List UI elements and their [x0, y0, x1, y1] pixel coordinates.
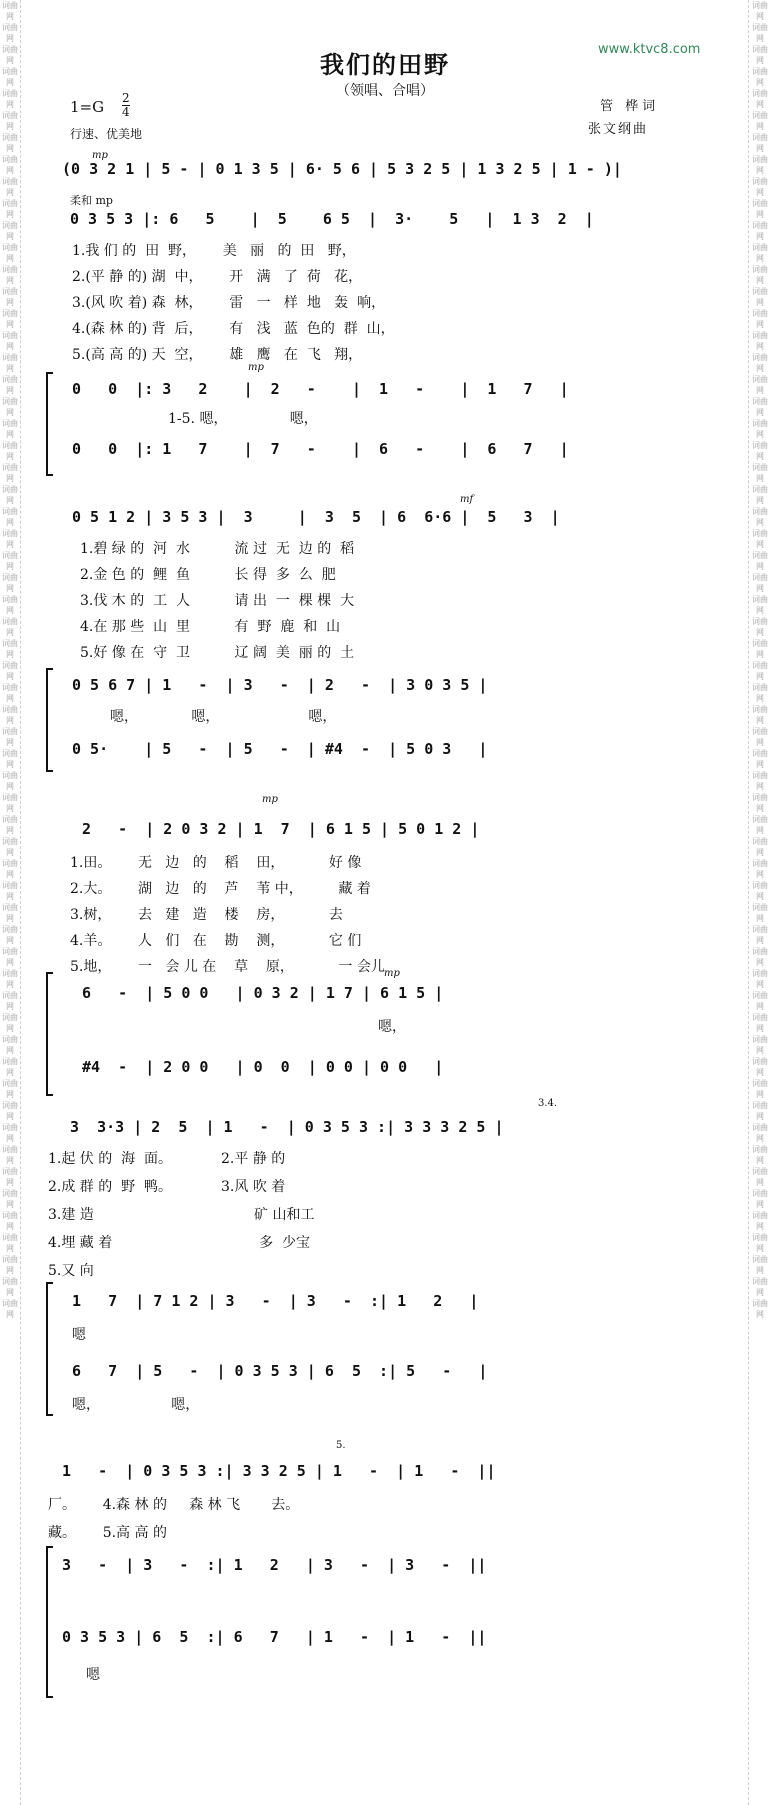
s2-part2-lyric: 嗯， 嗯， 嗯，	[110, 709, 337, 725]
time-top: 2	[122, 91, 130, 105]
composer: 张文纲曲	[588, 122, 649, 137]
s1-choir-bracket	[46, 372, 53, 476]
lyricist: 管 桦词	[600, 99, 660, 114]
s4-choir-bracket	[46, 1282, 53, 1416]
s3-part2: 6 - | 5 0 0 | 0 3 2 | 1 7 | 6 1 5 |	[82, 984, 444, 1002]
time-bottom: 4	[122, 105, 130, 119]
s3-part2-lyric: 嗯，	[378, 1019, 406, 1035]
s5-melody: 1 - | 0 3 5 3 :| 3 3 2 5 | 1 - | 1 - ||	[62, 1462, 496, 1480]
s2-lyric-2: 2.金 色 的 鲤 鱼 长 得 多 么 肥	[80, 567, 336, 583]
s1-part3: 0 0 |: 1 7 | 7 - | 6 - | 6 7 |	[72, 440, 569, 458]
s2-lyric-4: 4.在 那 些 山 里 有 野 鹿 和 山	[80, 619, 341, 635]
intro-line: (0 3 2 1 | 5 - | 0 1 3 5 | 6· 5 6 | 5 3 2 5 | 1 3 2 5 | 1 - )|	[62, 160, 622, 178]
margin-line-right	[748, 0, 749, 1805]
s3-lyric-4: 4.羊。 人 们 在 勘 测， 它 们	[70, 933, 362, 949]
s2-part3: 0 5· | 5 - | 5 - | #4 - | 5 0 3 |	[72, 740, 488, 758]
s4-ending-label: 3.4.	[538, 1098, 558, 1109]
s1-part2: 0 0 |: 3 2 | 2 - | 1 - | 1 7 |	[72, 380, 569, 398]
s2-dynamic: mf	[460, 494, 474, 505]
s4-lyric-1: 1.起 伏 的 海 面。 2.平 静 的	[48, 1151, 286, 1167]
s5-choir-bracket	[46, 1546, 53, 1698]
s5-lyric-1: 厂。 4.森 林 的 森 林 飞 去。	[48, 1497, 300, 1513]
time-signature	[122, 92, 130, 119]
s1-part2-lyric: 1-5. 嗯， 嗯，	[168, 411, 318, 427]
tempo-marking: 行速、优美地	[70, 127, 143, 141]
s4-melody: 3 3·3 | 2 5 | 1 - | 0 3 5 3 :| 3 3 3 2 5 |	[70, 1118, 504, 1136]
s2-lyric-3: 3.伐 木 的 工 人 请 出 一 棵 棵 大	[80, 593, 355, 609]
s2-melody: 0 5 1 2 | 3 5 3 | 3 | 3 5 | 6 6·6 | 5 3 |	[72, 508, 560, 526]
s2-lyric-5: 5.好 像 在 守 卫 辽 阔 美 丽 的 土	[80, 645, 355, 661]
s3-part3: #4 - | 2 0 0 | 0 0 | 0 0 | 0 0 |	[82, 1058, 444, 1076]
s3-lyric-1: 1.田。 无 边 的 稻 田， 好 像	[70, 855, 362, 871]
s3-choir-bracket	[46, 972, 53, 1096]
s3-lyric-2: 2.大。 湖 边 的 芦 苇 中， 藏 着	[70, 881, 371, 897]
watermark-left: 词曲网 词曲网 词曲网 词曲网 词曲网 词曲网 词曲网 词曲网 词曲网 词曲网 词曲网 词曲网 词曲网 词曲网 词曲网 词曲网 词曲网 词曲网 词曲网 词曲网 词曲网 词曲网 词曲网 词曲网 词曲网 词曲网 词曲网 词曲网 词曲网 词曲网 词曲网 词曲网 词曲网 词曲网 词曲网 词曲网 词曲网 词曲网 词曲网 词曲网 词曲网 词曲网 词曲网 词曲网 词曲网 词曲网 词曲网 词曲网 词曲网 词曲网 词曲网 词曲网 词曲网 词曲网 词曲网 词曲网 词曲网 词曲网 词曲网 词曲网	[2, 1, 18, 1319]
s4-lyric-3: 3.建 造 矿 山和工	[48, 1207, 315, 1223]
s2-part2: 0 5 6 7 | 1 - | 3 - | 2 - | 3 0 3 5 |	[72, 676, 488, 694]
s1-lyric-5: 5.(高 高 的) 天 空， 雄 鹰 在 飞 翔，	[72, 347, 363, 363]
s1-dynamic: mp	[248, 362, 264, 373]
s2-choir-bracket	[46, 668, 53, 772]
dynamic-soft: 柔和 mp	[70, 194, 113, 207]
dynamic-intro: mp	[92, 150, 108, 161]
s3-lyric-5: 5.地， 一 会 儿 在 草 原， 一 会儿	[70, 959, 385, 975]
s3-melody: 2 - | 2 0 3 2 | 1 7 | 6 1 5 | 5 0 1 2 |	[82, 820, 480, 838]
s4-lyric-5: 5.又 向	[48, 1263, 94, 1279]
s4-part2-lyric: 嗯	[72, 1327, 86, 1343]
s3-dynamic: mp	[262, 794, 278, 805]
song-subtitle: （领唱、合唱）	[336, 83, 434, 99]
s4-part3: 6 7 | 5 - | 0 3 5 3 | 6 5 :| 5 - |	[72, 1362, 488, 1380]
watermark-right: 词曲网 词曲网 词曲网 词曲网 词曲网 词曲网 词曲网 词曲网 词曲网 词曲网 词曲网 词曲网 词曲网 词曲网 词曲网 词曲网 词曲网 词曲网 词曲网 词曲网 词曲网 词曲网 词曲网 词曲网 词曲网 词曲网 词曲网 词曲网 词曲网 词曲网 词曲网 词曲网 词曲网 词曲网 词曲网 词曲网 词曲网 词曲网 词曲网 词曲网 词曲网 词曲网 词曲网 词曲网 词曲网 词曲网 词曲网 词曲网 词曲网 词曲网 词曲网 词曲网 词曲网 词曲网 词曲网 词曲网 词曲网 词曲网 词曲网 词曲网	[752, 1, 768, 1319]
s1-lyric-2: 2.(平 静 的) 湖 中， 开 满 了 荷 花，	[72, 269, 363, 285]
s5-part3-lyric: 嗯	[86, 1667, 100, 1683]
s5-ending-label: 5.	[336, 1440, 346, 1451]
s3-dynamic-2: mp	[384, 968, 400, 979]
s4-part2: 1 7 | 7 1 2 | 3 - | 3 - :| 1 2 |	[72, 1292, 479, 1310]
s3-lyric-3: 3.树， 去 建 造 楼 房， 去	[70, 907, 343, 923]
song-title: 我们的田野	[320, 50, 450, 79]
s1-lyric-3: 3.(风 吹 着) 森 林， 雷 一 样 地 轰 响，	[72, 295, 386, 311]
s4-lyric-4: 4.埋 藏 着 多 少宝	[48, 1235, 311, 1251]
site-url[interactable]: www.ktvc8.com	[598, 42, 701, 57]
s1-lyric-1: 1.我 们 的 田 野， 美 丽 的 田 野，	[72, 243, 356, 259]
s2-lyric-1: 1.碧 绿 的 河 水 流 过 无 边 的 稻	[80, 541, 355, 557]
s4-lyric-2: 2.成 群 的 野 鸭。 3.风 吹 着	[48, 1179, 286, 1195]
key-signature: 1=G	[70, 98, 105, 116]
s4-part3-lyric: 嗯， 嗯，	[72, 1397, 200, 1413]
s1-melody: 0 3 5 3 |: 6 5 | 5 6 5 | 3· 5 | 1 3 2 |	[70, 210, 594, 228]
s5-part3: 0 3 5 3 | 6 5 :| 6 7 | 1 - | 1 - ||	[62, 1628, 487, 1646]
s5-part2: 3 - | 3 - :| 1 2 | 3 - | 3 - ||	[62, 1556, 487, 1574]
s1-lyric-4: 4.(森 林 的) 背 后， 有 浅 蓝 色的 群 山，	[72, 321, 395, 337]
margin-line-left	[20, 0, 21, 1805]
s5-lyric-2: 藏。 5.高 高 的	[48, 1525, 167, 1541]
